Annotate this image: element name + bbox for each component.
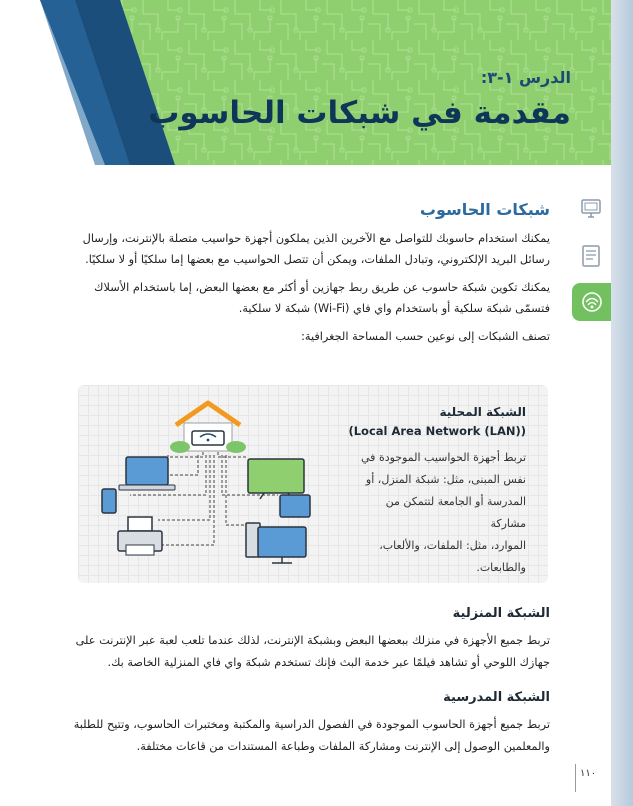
- figure-title: الشبكة المحلية: [439, 405, 526, 419]
- figure-text-line: المدرسة أو الجامعة لتتمكن من مشاركة: [385, 495, 526, 530]
- network-icon: [580, 290, 604, 314]
- printer-icon: [118, 517, 162, 555]
- paragraph-line: والمعلمين الوصول إلى الإنترنت ومشاركة الملفات وطباعة المستندات من قاعات مختلفة.: [136, 740, 550, 753]
- figure-text-line: الموارد، مثل: الملفات، والألعاب،: [379, 539, 526, 552]
- section-heading-home-network: الشبكة المنزلية: [452, 606, 550, 621]
- router-icon: [170, 403, 246, 453]
- page-number-divider: [575, 764, 576, 792]
- lesson-number: الدرس ١-٣:: [480, 68, 571, 87]
- lan-diagram: [88, 385, 328, 583]
- page-number: ١١٠: [580, 768, 597, 779]
- tablet-icon: [280, 495, 310, 517]
- laptop-icon: [119, 457, 175, 490]
- figure-text-line: تربط أجهزة الحواسيب الموجودة في: [361, 451, 526, 464]
- paragraph-line: يمكنك استخدام حاسوبك للتواصل مع الآخرين الذين يملكون أجهزة حواسيب متصلة بالإنترنت، وإرسال: [82, 232, 550, 245]
- page-title: مقدمة في شبكات الحاسوب: [148, 95, 571, 131]
- phone-icon: [102, 489, 116, 513]
- figure-description: [356, 447, 526, 579]
- paragraph-line: تربط جميع أجهزة الحاسوب الموجودة في الفصول الدراسية والمكتبة ومختبرات الحاسوب، وتتيح للطلبة: [73, 718, 550, 731]
- desktop-computer-icon: [246, 523, 306, 563]
- paragraph-line: فتسمّى شبكة سلكية أو باستخدام واي فاي (Wi-Fi) شبكة لا سلكية.: [238, 302, 550, 315]
- section-heading-computer-networks: شبكات الحاسوب: [419, 200, 550, 219]
- paragraph-line: جهازك اللوحي أو تشاهد فيلمًا عبر خدمة البث فإنك تستخدم شبكة واي فاي المنزلية الخاصة بك.: [107, 656, 550, 669]
- figure-text-line: والطابعات.: [476, 561, 526, 574]
- paragraph-line: تصنف الشبكات إلى نوعين حسب المساحة الجغرافية:: [301, 330, 550, 343]
- paragraph-line: تربط جميع الأجهزة في منزلك ببعضها البعض وبشبكة الإنترنت، لذلك عندما تلعب لعبة عبر الإنترنت على: [75, 634, 550, 647]
- lan-figure: [78, 385, 548, 583]
- figure-text-line: نفس المبنى، مثل: شبكة المنزل، أو: [365, 473, 526, 486]
- figure-subtitle: (Local Area Network (LAN)): [348, 424, 526, 438]
- section-heading-school-network: الشبكة المدرسية: [443, 690, 550, 705]
- paragraph-line: يمكنك تكوين شبكة حاسوب عن طريق ربط جهازين أو أكثر مع بعضها البعض، إما باستخدام الأسلاك: [94, 281, 550, 294]
- tv-icon: [248, 459, 304, 499]
- book-spine-edge: [611, 0, 633, 806]
- computer-icon: [579, 197, 603, 221]
- document-icon: [579, 244, 603, 268]
- paragraph-line: رسائل البريد الإلكتروني، وتبادل الملفات، ويمكن أن تتصل الحواسيب مع بعضها إما سلكيًا أو لا سلكيًا.: [85, 253, 550, 266]
- lesson-header: [0, 0, 611, 165]
